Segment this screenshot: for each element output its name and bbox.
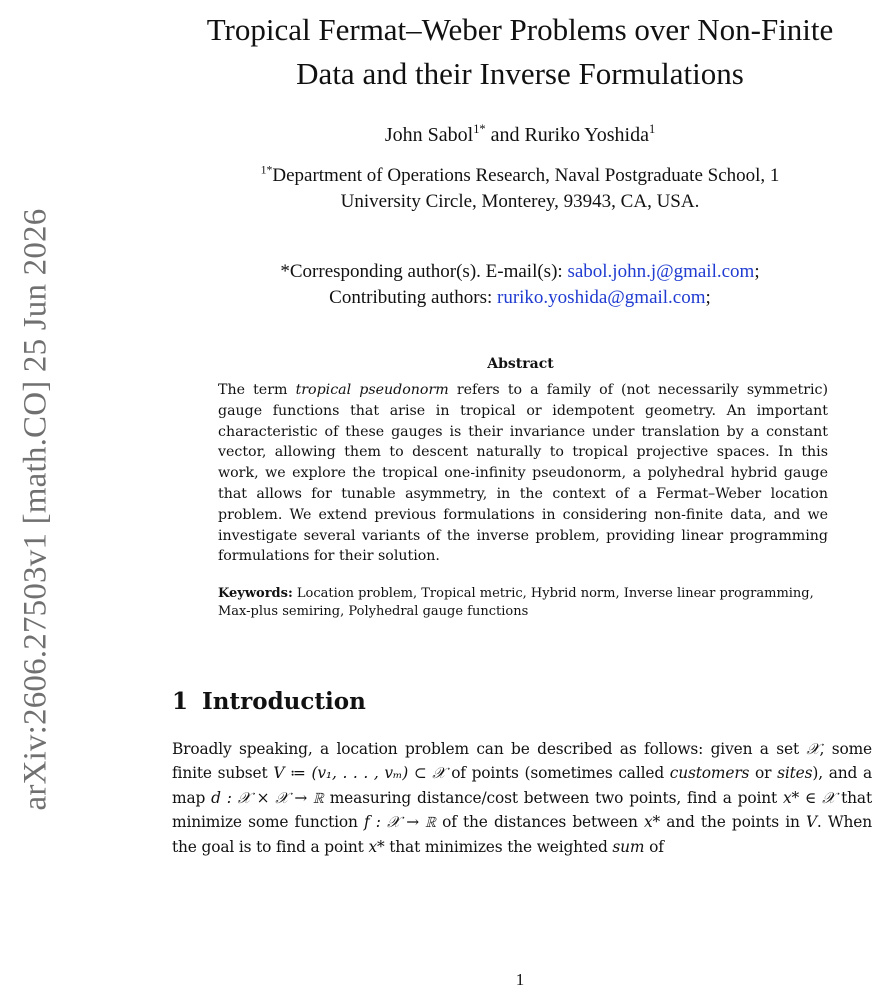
body-text: that minimizes the weighted: [384, 837, 613, 856]
separator: ;: [754, 261, 760, 282]
body-text: ), and a map: [172, 764, 872, 807]
body-emphasis: sum: [612, 837, 645, 856]
contributing-label: Contributing authors:: [329, 287, 497, 308]
affiliation-line-1: Department of Operations Research, Naval Postgraduate School, 1: [272, 165, 780, 186]
affiliation-line-2: University Circle, Monterey, 93943, CA, USA.: [340, 191, 700, 212]
abstract-heading: Abstract: [487, 356, 554, 372]
body-text: of the distances between: [435, 813, 644, 832]
keywords-list: Location problem, Tropical metric, Hybrid norm, Inverse linear programming, Max-plus semiring, Polyhedral gauge functions: [218, 586, 814, 619]
author-affiliation-mark: 1*: [473, 121, 486, 136]
math-expr: x*: [368, 837, 385, 856]
section-title: Introduction: [202, 688, 366, 715]
page-number: 1: [515, 970, 525, 989]
abstract-text-part: The term: [218, 382, 296, 398]
section-heading: [172, 688, 772, 715]
abstract-text-part: refers to a family of (not necessarily symmetric) gauge functions that arise in tropical or idempotent geometry. An important characteristic of these gauges is their invariance under translation by a constant vector, allowing them to descent naturally to tropical projective spaces. In this work, we explore the tropical one-infinity pseudonorm, a polyhedral hybrid gauge that allows for tunable asymmetry, in the context of a Fermat–Weber location problem. We extend previous formulations in considering non-finite data, and we investigate several variants of the inverse problem, providing linear programming formulations for their solution.: [218, 382, 829, 565]
corresponding-label: *Corresponding author(s). E-mail(s):: [280, 261, 568, 282]
keywords: [218, 585, 828, 621]
contributing-email-link[interactable]: ruriko.yoshida@gmail.com: [497, 287, 706, 308]
title-line-1: Tropical Fermat–Weber Problems over Non-Finite: [206, 12, 834, 47]
title-line-2: Data and their Inverse Formulations: [296, 56, 744, 91]
affiliation: [170, 163, 870, 215]
math-expr: V: [805, 813, 817, 832]
corresponding-email-link[interactable]: sabol.john.j@gmail.com: [567, 261, 755, 282]
arxiv-identifier: arXiv:2606.27503v1 [math.CO] 25 Jun 2026: [17, 208, 54, 811]
body-emphasis: sites: [777, 764, 813, 783]
abstract-text: [218, 380, 828, 567]
math-expr: 𝒳: [806, 740, 820, 758]
separator: ;: [705, 287, 711, 308]
paper-title: [170, 8, 870, 96]
math-expr: f : 𝒳 → ℝ: [363, 813, 436, 832]
body-text: that minimize some function: [172, 788, 872, 832]
math-expr: x* ∈ 𝒳: [782, 788, 836, 807]
abstract-emphasis: tropical pseudonorm: [295, 382, 449, 398]
math-expr: x*: [643, 813, 661, 832]
body-text: and the points in: [660, 813, 806, 832]
body-text: , some finite subset: [172, 740, 872, 783]
math-expr: V ≔ (v₁, . . . , vₘ) ⊂ 𝒳: [273, 764, 446, 783]
author-conjunction: and: [485, 124, 525, 146]
keywords-label: Keywords:: [218, 586, 293, 601]
contact-info: [170, 259, 870, 311]
section-number: 1: [172, 688, 189, 715]
arxiv-sidebar: [6, 0, 66, 1000]
body-text: of: [644, 837, 664, 856]
body-text: measuring distance/cost between two points, find a point: [323, 788, 783, 807]
author-name: John Sabol: [384, 124, 474, 146]
body-text: Broadly speaking, a location problem can be described as follows: given a set: [172, 740, 807, 758]
author-name: Ruriko Yoshida: [524, 124, 649, 146]
intro-paragraph: [172, 737, 872, 859]
affiliation-mark: 1*: [260, 163, 273, 177]
math-expr: d : 𝒳 × 𝒳 → ℝ: [211, 788, 324, 807]
body-text: . When the goal is to find a point: [172, 813, 872, 856]
body-text: or: [749, 764, 778, 783]
body-emphasis: customers: [669, 764, 750, 783]
author-list: [170, 121, 870, 147]
body-text: of points (sometimes called: [445, 764, 670, 783]
author-affiliation-mark: 1: [648, 121, 656, 136]
